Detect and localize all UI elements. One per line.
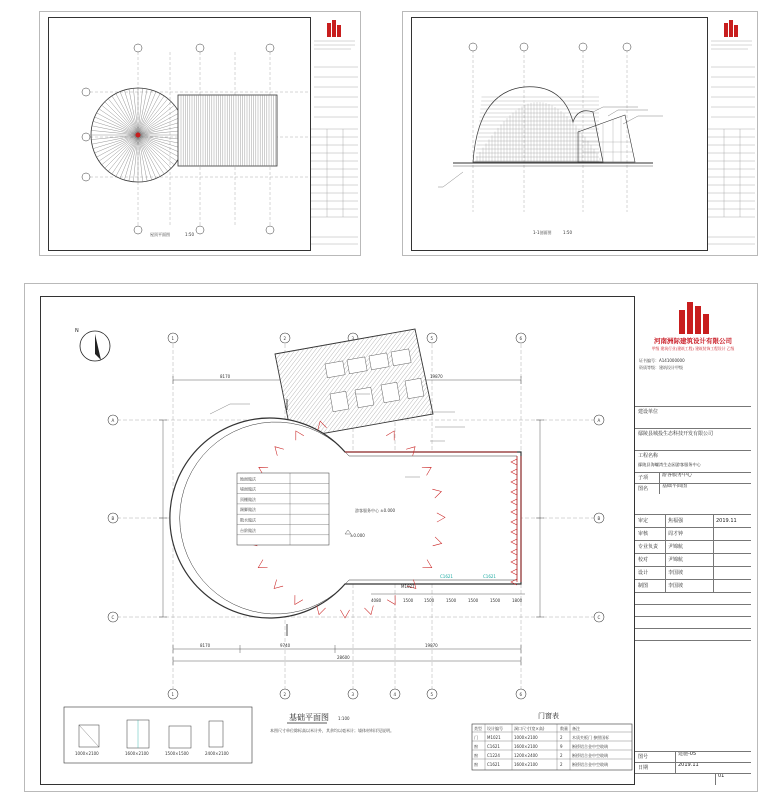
building-outline xyxy=(170,418,521,618)
dim-bottom-2: 9740 xyxy=(280,643,291,648)
table-cell: 2 xyxy=(560,753,563,758)
table-header: 洞口尺寸(宽×高) xyxy=(514,726,545,731)
axis-label: 5 xyxy=(430,336,434,341)
axis-label: 5 xyxy=(430,692,434,697)
table-cell: 9 xyxy=(560,744,563,749)
drawing-name-row: 图名 基础平面图 xyxy=(635,483,751,494)
roof-plan-title: 屋顶平面图 xyxy=(150,232,170,237)
blank-row xyxy=(635,640,751,652)
legend-row: 墙面做法 xyxy=(240,486,256,492)
detail-label-2: 1600×2100 xyxy=(125,751,149,756)
blank-row xyxy=(635,604,751,616)
small-dim: 1800 xyxy=(512,598,523,603)
window-label-c1621-b: C1621 xyxy=(483,574,496,579)
table-cell: 1000×2100 xyxy=(514,735,538,740)
axis-label: 1 xyxy=(171,336,175,341)
client-row: 鄢陵县城投生态科技开发有限公司 xyxy=(635,428,751,450)
table-cell: 断桥铝合金中空玻璃 xyxy=(572,762,608,767)
small-dim: 1500 xyxy=(403,598,414,603)
legend-row: 踢脚做法 xyxy=(240,507,256,513)
table-cell: C1224 xyxy=(487,753,500,758)
small-dim: 1500 xyxy=(490,598,501,603)
window-label-c1621-a: C1621 xyxy=(440,574,453,579)
dim-total: 28600 xyxy=(337,655,350,660)
table-cell: 1600×2100 xyxy=(514,762,538,767)
title-block-small xyxy=(707,17,754,251)
signature-row: 专业负责 尹锦航 xyxy=(635,540,751,553)
table-cell: 断桥铝合金中空玻璃 xyxy=(572,753,608,758)
door-window-table-title: 门窗表 xyxy=(538,712,559,720)
foundation-plan-sheet xyxy=(24,283,758,792)
table-cell: 2 xyxy=(560,735,563,740)
legend-row: 地面做法 xyxy=(240,476,256,482)
table-cell: 木质夹板门 参照国标 xyxy=(572,735,610,740)
axis-label: C xyxy=(597,615,601,620)
section-scale: 1:50 xyxy=(563,230,572,235)
dim-bottom-1: 8170 xyxy=(200,643,211,648)
axis-label: 2 xyxy=(283,692,287,697)
axis-label: 3 xyxy=(351,692,355,697)
axis-label: 6 xyxy=(519,692,523,697)
dim-top-1: 8170 xyxy=(220,374,231,379)
table-header: 备注 xyxy=(572,726,580,731)
blank-row xyxy=(635,616,751,628)
axis-label: 1 xyxy=(171,692,175,697)
table-cell: C1621 xyxy=(487,762,500,767)
version-row: 01 xyxy=(635,773,751,785)
signature-row: 制图 李国坡 xyxy=(635,579,751,592)
table-header: 设计编号 xyxy=(487,726,503,731)
legend-row: 顶棚做法 xyxy=(240,496,256,502)
dim-top-3: 19870 xyxy=(430,374,443,379)
north-arrow-icon xyxy=(75,328,110,361)
axis-label: 3 xyxy=(351,336,355,341)
company-name: 河南洲际建筑设计有限公司 xyxy=(654,337,732,345)
project-name-label: 工程名称 xyxy=(638,453,659,459)
date-row: 日期 2019.11 xyxy=(635,762,751,773)
table-cell: 1600×2100 xyxy=(514,744,538,749)
legend-row: 台阶做法 xyxy=(240,527,256,533)
title-block-small xyxy=(310,17,357,251)
signature-row: 审定 焦福强 2019.11 xyxy=(635,514,751,527)
company-subtitle: 甲级 建筑行业(建筑工程) 建筑装饰工程设计 乙级 xyxy=(651,346,735,351)
small-dim: 1500 xyxy=(424,598,435,603)
small-dim: 4080 xyxy=(371,598,382,603)
table-cell: 断桥铝合金中空玻璃 xyxy=(572,744,608,749)
detail-label-3: 1500×1500 xyxy=(165,751,189,756)
small-dim: 1500 xyxy=(468,598,479,603)
elevation-sheet xyxy=(402,11,758,256)
subproject-row: 子项 游客服务中心 xyxy=(635,472,751,483)
project-name: 鄢陵县海螺湾生态园游客服务中心 xyxy=(638,462,701,467)
signature-row: 设计 李国坡 xyxy=(635,566,751,579)
dim-bottom-3: 19870 xyxy=(425,643,438,648)
table-header: 数量 xyxy=(560,726,568,731)
signature-row: 审核 周才钟 xyxy=(635,527,751,540)
table-cell: 2 xyxy=(560,762,563,767)
table-cell: M1021 xyxy=(487,735,501,740)
small-dim: 1500 xyxy=(446,598,457,603)
elevation-marker: ±0.000 xyxy=(350,533,365,538)
plan-scale: 1:100 xyxy=(338,716,350,721)
blank-row xyxy=(635,628,751,640)
table-header: 类型 xyxy=(474,726,482,731)
detail-label-4: 2400×2100 xyxy=(205,751,229,756)
inner-space-label: 游客服务中心 ±0.000 xyxy=(355,508,396,513)
svg-text:N: N xyxy=(75,328,79,334)
axis-label: 4 xyxy=(393,692,397,697)
roof-plan-scale: 1:50 xyxy=(185,232,194,237)
section-title: 1-1剖面图 xyxy=(533,230,552,235)
cert-line-1: 证书编号：A141000000 xyxy=(639,358,685,363)
axis-label: B xyxy=(111,516,115,521)
roof-plan-sheet xyxy=(39,11,361,256)
table-cell: 1200×2400 xyxy=(514,753,538,758)
detail-label-1: 1000×2100 xyxy=(75,751,99,756)
title-block xyxy=(634,296,751,785)
company-logo xyxy=(679,302,709,334)
table-cell: 窗 xyxy=(474,762,478,767)
door-label-m1021: M1021 xyxy=(401,584,415,589)
legend-row: 散水做法 xyxy=(240,517,256,523)
plan-title: 基础平面图 xyxy=(289,713,329,722)
table-cell: C1621 xyxy=(487,744,500,749)
axis-label: 6 xyxy=(519,336,523,341)
plan-notes: 本图尺寸单位除标高以米计外，其余均以毫米计；墙体材料详见说明。 xyxy=(270,728,394,733)
cert-line-2: 资质等级：建筑设计甲级 xyxy=(639,365,683,370)
project-name-row xyxy=(635,450,751,472)
section-drawing xyxy=(403,12,759,257)
axis-label: A xyxy=(111,418,115,423)
sheet-no-row: 图号 建施-05 xyxy=(635,751,751,762)
axis-label: A xyxy=(597,418,601,423)
axis-label: 2 xyxy=(283,336,287,341)
table-cell: 窗 xyxy=(474,744,478,749)
table-cell: 门 xyxy=(474,735,478,740)
signature-row: 校对 尹锦航 xyxy=(635,553,751,566)
blank-row xyxy=(635,592,751,604)
axis-label: C xyxy=(111,615,115,620)
table-cell: 窗 xyxy=(474,753,478,758)
axis-label: B xyxy=(597,516,601,521)
dome-center-marker xyxy=(136,133,141,138)
project-label-row: 建设单位 xyxy=(635,406,751,428)
